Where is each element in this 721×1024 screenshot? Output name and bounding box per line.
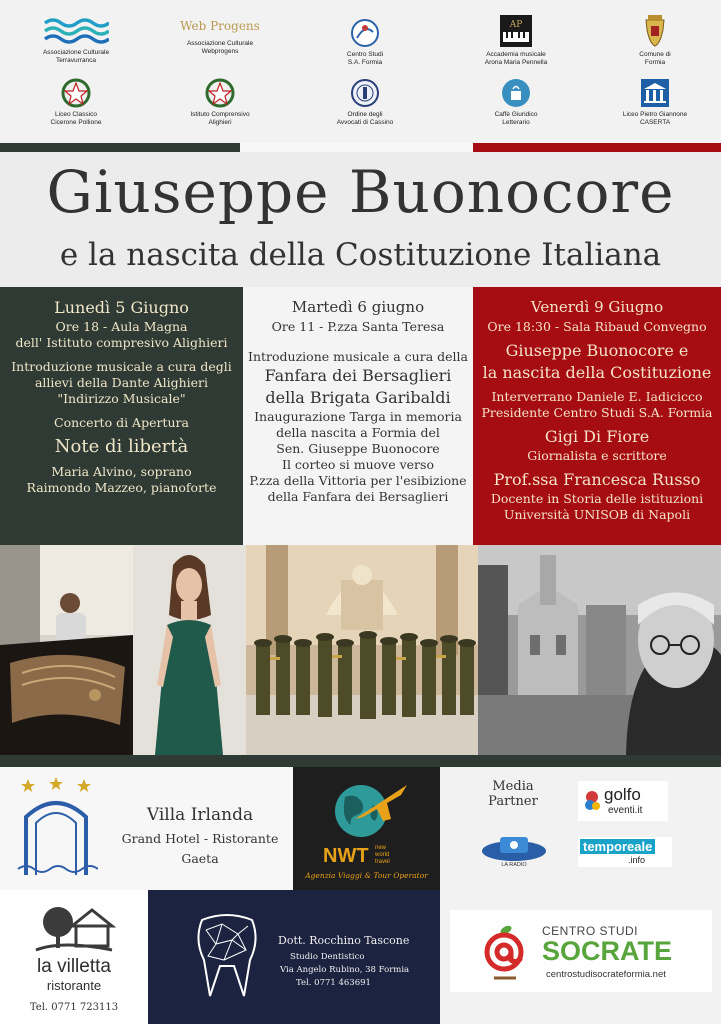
event-friday xyxy=(473,287,721,545)
sponsor-logos-header xyxy=(0,0,721,143)
globe-plane-logo-icon xyxy=(325,779,409,841)
event-guest-role: Docente in Storia delle istituzioni xyxy=(490,491,704,506)
emblem-italy-icon xyxy=(61,78,91,108)
sponsor-label: Associazione Culturale Terravurranca xyxy=(42,49,110,64)
radio-logo xyxy=(480,835,548,871)
sponsor-centro-studi xyxy=(305,18,425,67)
event-speakers: Presidente Centro Studi S.A. Formia xyxy=(481,405,713,420)
event-guest-role: Giornalista e scrittore xyxy=(527,448,667,463)
nwt-words: new world travel xyxy=(375,845,390,865)
sponsor-terravurranca xyxy=(16,16,136,65)
webprogens-wordmark: Web Progens xyxy=(180,19,260,33)
event-intro: Introduzione musicale a cura degli xyxy=(11,359,232,374)
sponsor-villa-irlanda xyxy=(0,767,293,890)
dentist-name: Dott. Rocchino Tascone xyxy=(278,934,410,947)
waves-logo-icon xyxy=(43,16,109,46)
event-guest-role: Università UNISOB di Napoli xyxy=(503,507,691,522)
event-time: Ore 18 - Aula Magna xyxy=(55,319,188,334)
event-date: Venerdì 9 Giugno xyxy=(530,298,664,316)
event-talk: la nascita della Costituzione xyxy=(482,363,712,382)
event-intro: Introduzione musicale a cura della xyxy=(248,349,468,364)
cafe-logo-icon xyxy=(500,78,532,108)
temporeale-sub: .info xyxy=(628,855,646,865)
house-tree-logo-icon xyxy=(32,904,116,954)
sponsor-liceo-giannone xyxy=(595,78,715,127)
villa-city: Gaeta xyxy=(181,851,219,866)
event-intro: allievi della Dante Alighieri xyxy=(34,375,209,390)
event-performer: Raimondo Mazzeo, pianoforte xyxy=(26,480,217,495)
golfo-wordmark: golfo xyxy=(604,785,641,804)
event-parade: della Fanfara dei Bersaglieri xyxy=(267,489,449,504)
dentist-address: Via Angelo Rubino, 38 Formia xyxy=(280,965,410,975)
divider-strip xyxy=(0,755,721,767)
sponsor-label: Caffè Giuridico Letterario xyxy=(494,111,538,126)
event-plaque: Sen. Giuseppe Buonocore xyxy=(276,441,440,456)
event-concert-title: Note di libertà xyxy=(54,436,189,457)
event-date: Martedì 6 giugno xyxy=(291,298,425,316)
event-guest-name: Gigi Di Fiore xyxy=(544,427,650,446)
sponsor-label: Associazione Culturale Webprogens xyxy=(186,40,254,55)
sponsor-label: Ordine degli Avvocati di Cassino xyxy=(336,111,394,126)
golfo-eventi-icon xyxy=(582,789,602,813)
temporeale-logo xyxy=(578,837,672,867)
event-guest-name: Prof.ssa Francesca Russo xyxy=(493,470,701,489)
webprogens-logo-icon xyxy=(160,19,280,33)
event-date: Lunedì 5 Giugno xyxy=(54,298,189,317)
villetta-phone: Tel. 0771 723113 xyxy=(29,1002,119,1013)
event-parade: Il corteo si muove verso xyxy=(282,457,434,472)
sponsor-label: Centro Studi S.A. Formia xyxy=(346,51,384,66)
sponsor-dentist xyxy=(148,890,440,1024)
sponsor-label: Liceo Pietro Giannone CASERTA xyxy=(622,111,688,126)
nwt-wordmark: NWT xyxy=(323,845,369,867)
event-performer: Maria Alvino, soprano xyxy=(51,464,192,479)
event-band: della Brigata Garibaldi xyxy=(265,388,451,407)
lawyers-seal-icon xyxy=(349,78,381,108)
event-talk: Giuseppe Buonocore e xyxy=(505,341,689,360)
radio-logo-icon xyxy=(480,835,548,863)
photo-soprano xyxy=(133,545,246,755)
sponsor-liceo-classico xyxy=(16,78,136,127)
soprano-photo-image xyxy=(133,545,246,755)
villa-subtitle: Grand Hotel - Ristorante xyxy=(121,831,279,846)
photo-historic xyxy=(478,545,721,755)
radio-label: LA RADIO xyxy=(501,862,527,868)
event-plaque: Inaugurazione Targa in memoria xyxy=(254,409,462,424)
emblem-italy-icon xyxy=(205,78,235,108)
villetta-wordmark: la villetta xyxy=(37,956,111,977)
sponsor-istituto-alighieri xyxy=(160,78,280,127)
band-photo-image xyxy=(246,545,478,755)
historic-photo-image xyxy=(478,545,721,755)
sponsor-label: Comune di Formia xyxy=(639,51,671,66)
socrate-url: centrostudisocrateformia.net xyxy=(546,969,666,980)
flag-bar-white xyxy=(240,143,473,152)
sponsor-comune-formia xyxy=(595,14,715,67)
dentist-studio: Studio Dentistico xyxy=(290,952,365,962)
event-monday xyxy=(0,287,243,545)
event-intro: "Indirizzo Musicale" xyxy=(57,391,186,406)
socrate-at-logo-icon xyxy=(480,920,530,984)
temple-logo-icon xyxy=(640,78,670,108)
nwt-tagline: Agenzia Viaggi & Tour Operator xyxy=(305,871,428,880)
tooth-logo-icon xyxy=(192,910,262,1000)
temporeale-wordmark: temporeale xyxy=(580,839,655,854)
socrate-panel xyxy=(450,910,712,992)
sponsor-ordine-avvocati xyxy=(305,78,425,127)
flag-bar-red xyxy=(473,143,721,152)
dentist-phone: Tel. 0771 463691 xyxy=(296,978,371,988)
photo-band xyxy=(246,545,478,755)
centro-studi-logo-icon xyxy=(348,18,382,48)
sponsor-caffe-giuridico xyxy=(456,78,576,127)
villetta-subtitle: ristorante xyxy=(46,978,102,993)
photo-pianist xyxy=(0,545,133,755)
sponsor-socrate xyxy=(440,890,721,1024)
event-plaque: della nascita a Formia del xyxy=(276,425,440,440)
title-area xyxy=(0,152,721,287)
page-title: Giuseppe Buonocore xyxy=(46,158,675,226)
page-subtitle: e la nascita della Costituzione Italiana xyxy=(59,237,662,273)
coat-of-arms-icon xyxy=(640,14,670,48)
sponsor-nwt xyxy=(293,767,440,890)
sponsor-webprogens xyxy=(160,19,280,56)
event-speakers: Interverrano Daniele E. Iadicicco xyxy=(491,389,703,404)
villa-arch-logo-icon xyxy=(14,777,98,881)
sponsor-label: Liceo Classico Cicerone Pollione xyxy=(50,111,102,126)
socrate-header: CENTRO STUDI xyxy=(542,924,638,938)
villa-name: Villa Irlanda xyxy=(146,805,254,825)
event-band: Fanfara dei Bersaglieri xyxy=(264,366,452,385)
event-time: Ore 11 - P.zza Santa Teresa xyxy=(271,319,445,334)
sponsor-label: Accademia musicale Arona Maria Pennella xyxy=(484,51,548,66)
media-partner-label: Media Partner xyxy=(488,779,538,809)
event-tuesday xyxy=(243,287,473,545)
pianist-photo-image xyxy=(0,545,133,755)
event-time: Ore 18:30 - Sala Ribaud Convegno xyxy=(487,319,707,334)
media-partners xyxy=(440,767,721,890)
sponsor-label: Istituto Comprensivo Alighieri xyxy=(190,111,250,126)
golfo-eventi-logo xyxy=(578,781,668,821)
piano-logo-icon xyxy=(499,14,533,48)
sponsor-accademia xyxy=(456,14,576,67)
golfo-sub: eventi.it xyxy=(608,805,643,816)
flag-bar-green xyxy=(0,143,240,152)
event-parade: P.zza della Vittoria per l'esibizione xyxy=(249,473,467,488)
socrate-wordmark: SOCRATE xyxy=(542,936,673,966)
svg-text:AP: AP xyxy=(509,20,523,30)
event-concert: Concerto di Apertura xyxy=(54,415,189,430)
sponsor-la-villetta xyxy=(0,890,148,1024)
event-venue: dell' Istituto compresivo Alighieri xyxy=(15,335,228,350)
